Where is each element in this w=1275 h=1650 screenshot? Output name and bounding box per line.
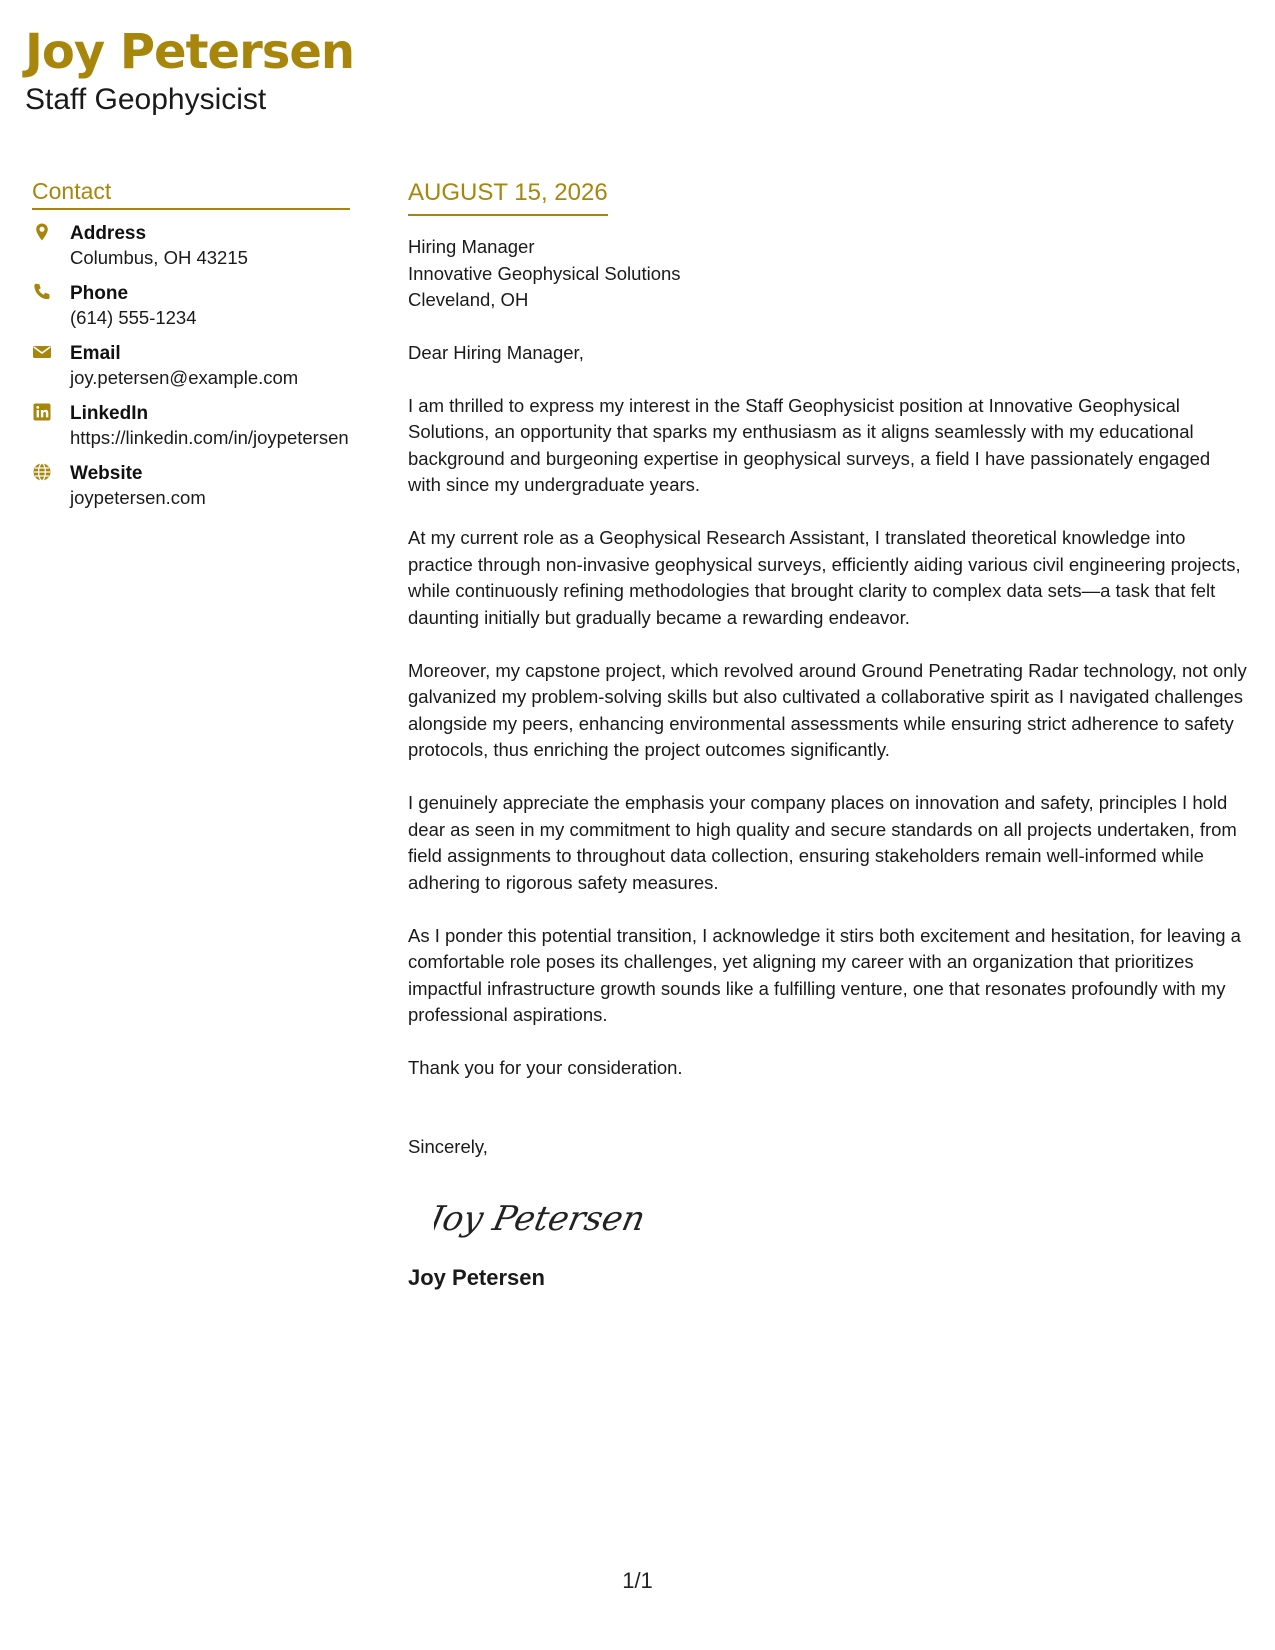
paragraph: Moreover, my capstone project, which revolved around Ground Penetrating Radar technology, not only galvanized my problem-solving skills but also cultivated a collaborative spirit as I navigated challenges alongside my peers, enhancing environmental assessments while ensuring strict adherence to safety protocols, thus enriching the project outcomes significantly. [408, 659, 1247, 760]
linkedin-value[interactable]: https://linkedin.com/in/joypetersen [70, 427, 349, 448]
contact-website [32, 462, 350, 510]
map-pin-icon [32, 222, 54, 244]
contact-linkedin [32, 402, 350, 450]
salutation: Dear Hiring Manager, [408, 341, 584, 363]
email-label: Email [70, 343, 121, 364]
closing: Sincerely, [408, 1135, 488, 1157]
linkedin-label: LinkedIn [70, 403, 149, 424]
envelope-icon [32, 342, 54, 364]
phone-value: (614) 555-1234 [70, 307, 197, 328]
globe-icon [32, 462, 54, 484]
contact-email [32, 342, 350, 390]
email-value: joy.petersen@example.com [70, 367, 299, 388]
letter-date: AUGUST 15, 2026 [408, 176, 608, 216]
recipient-name: Hiring Manager [408, 236, 535, 257]
website-value[interactable]: joypetersen.com [70, 487, 206, 508]
header [25, 22, 354, 118]
paragraph: At my current role as a Geophysical Research Assistant, I translated theoretical knowledge into practice through non-invasive geophysical surveys, efficiently aiding various civil engineering projects, while continuously refining methodologies that brought clarity to complex data sets—a task that felt daunting initially but gradually became a rewarding endeavor. [408, 527, 1241, 628]
address-label: Address [70, 223, 147, 244]
contact-address [32, 222, 350, 270]
contact-sidebar [32, 176, 350, 510]
website-label: Website [70, 463, 143, 484]
paragraph: I am thrilled to express my interest in the Staff Geophysicist position at Innovative Geophysical Solutions, an opportunity that sparks my enthusiasm as it aligns seamlessly with my educational background and burgeoning expertise in geophysical surveys, a field I have passionately engaged with since my undergraduate years. [408, 394, 1211, 495]
phone-label: Phone [70, 283, 129, 304]
applicant-name: Joy Petersen [25, 24, 355, 80]
letter-body [408, 176, 1248, 1292]
contact-heading: Contact [32, 176, 350, 210]
paragraph: As I ponder this potential transition, I acknowledge it stirs both excitement and hesitation, for leaving a comfortable role poses its challenges, yet aligning my career with an organization that prioritizes impactful infrastructure growth sounds like a fulfilling venture, one that resonates profoundly with my professional aspirations. [408, 924, 1241, 1025]
paragraph: I genuinely appreciate the emphasis your company places on innovation and safety, principles I hold dear as seen in my commitment to high quality and secure standards on all projects undertaken, from field assignments to throughout data collection, ensuring stakeholders remain well-informed while adhering to rigorous safety measures. [408, 792, 1237, 893]
recipient-block [408, 234, 1248, 314]
contact-phone [32, 282, 350, 330]
phone-icon [32, 282, 54, 304]
linkedin-icon [32, 402, 54, 424]
signature [434, 1188, 664, 1248]
applicant-title: Staff Geophysicist [25, 83, 267, 116]
signer-name: Joy Petersen [408, 1265, 545, 1290]
address-value: Columbus, OH 43215 [70, 247, 248, 268]
page-number: 1/1 [622, 1568, 653, 1593]
paragraph: Thank you for your consideration. [408, 1057, 683, 1078]
recipient-location: Cleveland, OH [408, 289, 529, 310]
recipient-company: Innovative Geophysical Solutions [408, 262, 681, 284]
signature-text: Joy Petersen [434, 1199, 649, 1239]
